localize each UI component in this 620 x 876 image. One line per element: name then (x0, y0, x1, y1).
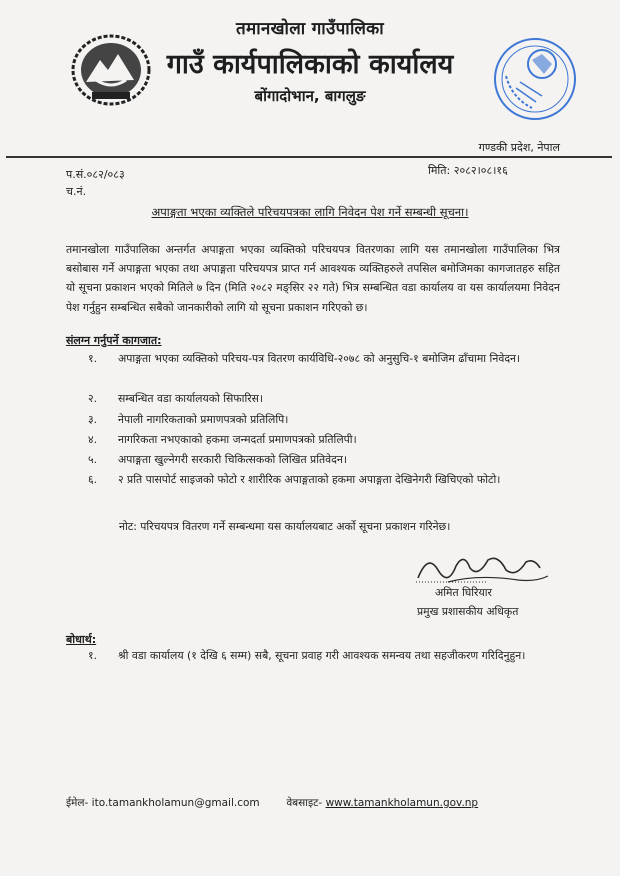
list-item (88, 349, 562, 369)
list-item-text: २ प्रति पासपोर्ट साइजको फोटो र शारीरिक अपाङ्गताको हकमा अपाङ्गता देखिनेगरी खिचिएको फोटो। (118, 473, 501, 486)
list-item-number: २. (88, 392, 98, 405)
list-item-number: १. (88, 649, 98, 662)
body-paragraph: तमानखोला गाउँपालिका अन्तर्गत अपाङ्गता भएका व्यक्तिको परिचयपत्र वितरणका लागि यस तमानखोला गाउँपालिका भित्र बसोबास गर्ने अपाङ्गता भएका तथा अपाङ्गता परिचयपत्र प्राप्त गर्न आवश्यक व्यक्तिहरुले तपसिल बमोजिमका कागजातहरु सहित यो सूचना प्रकाशन भएको मितिले ७ दिन (मिति २०८२ मङ्सिर २२ गते) भित्र सम्बन्धित वडा कार्यालय वा यस कार्यालयमा निवेदन पेश गर्नुहुन सम्बन्धित सबैको जानकारीको लागि यो सूचना प्रकाशन गरिएको छ। (66, 243, 560, 314)
list-item-text: सम्बन्धित वडा कार्यालयको सिफारिस। (118, 392, 264, 405)
signatory-title: प्रमुख प्रशासकीय अधिकृत (417, 605, 519, 618)
list-item-number: १. (88, 352, 98, 365)
footer-website-label: वेबसाइट- (286, 797, 326, 809)
list-item-text: अपाङ्गता खुल्नेगरी सरकारी चिकित्सकको लिखित प्रतिवेदन। (118, 453, 347, 466)
cc-title: बोधार्थ: (66, 633, 97, 646)
signatory-name: अमित घिरियार (435, 586, 492, 599)
list-item-number: ६. (88, 473, 98, 486)
list-item (88, 430, 562, 450)
list-item (88, 389, 562, 409)
office-title: गाउँ कार्यपालिकाको कार्यालय (166, 49, 454, 80)
signature-icon (408, 548, 558, 590)
header-divider (6, 156, 612, 158)
office-seal-icon (492, 36, 578, 122)
office-address: बोंगादोभान, बागलुङ (254, 87, 366, 105)
list-item-text: श्री वडा कार्यालय (१ देखि ६ सम्म) सबै, सूचना प्रवाह गरी आवश्यक समन्वय तथा सहजीकरण गरिदिनुहुन। (118, 649, 526, 662)
reference-number: प.सं.०८२/०८३ (66, 168, 125, 181)
letter-date: मिति: २०८२।०८।१६ (428, 164, 508, 177)
subject-line (0, 205, 620, 220)
list-item-number: ४. (88, 433, 98, 446)
list-item-number: ३. (88, 413, 98, 426)
dispatch-number: च.नं. (66, 185, 87, 198)
municipality-name: तमानखोला गाउँपालिका (236, 19, 384, 39)
province-label: गण्डकी प्रदेश, नेपाल (478, 141, 560, 154)
list-item-text: नागरिकता नभएकाको हकमा जन्मदर्ता प्रमाणपत्रको प्रतिलिपी। (118, 433, 357, 446)
list-item-text: अपाङ्गता भएका व्यक्तिको परिचय-पत्र वितरण कार्यविधि-२०७८ को अनुसुचि-१ बमोजिम ढाँचामा निवेदन। (118, 352, 521, 365)
note-text: नोट: परिचयपत्र वितरण गर्ने सम्बन्धमा यस कार्यालयबाट अर्को सूचना प्रकाशन गरिनेछ। (119, 520, 451, 533)
footer-website-link[interactable]: www.tamankholamun.gov.np (325, 797, 479, 809)
list-item (88, 450, 562, 470)
list-item (88, 470, 562, 490)
list-item-text: नेपाली नागरिकताको प्रमाणपत्रको प्रतिलिपि। (118, 413, 289, 426)
subject-text: अपाङ्गता भएका व्यक्तिले परिचयपत्रका लागि निवेदन पेश गर्ने सम्बन्धी सूचना। (151, 205, 469, 219)
list-item (88, 410, 562, 430)
list-item-number: ५. (88, 453, 98, 466)
footer-email[interactable]: ईमेल- ito.tamankholamun@gmail.com (66, 797, 260, 809)
footer (66, 796, 478, 810)
list-item (88, 646, 562, 665)
requirements-title: संलग्न गर्नुपर्ने कागजात: (66, 334, 162, 347)
